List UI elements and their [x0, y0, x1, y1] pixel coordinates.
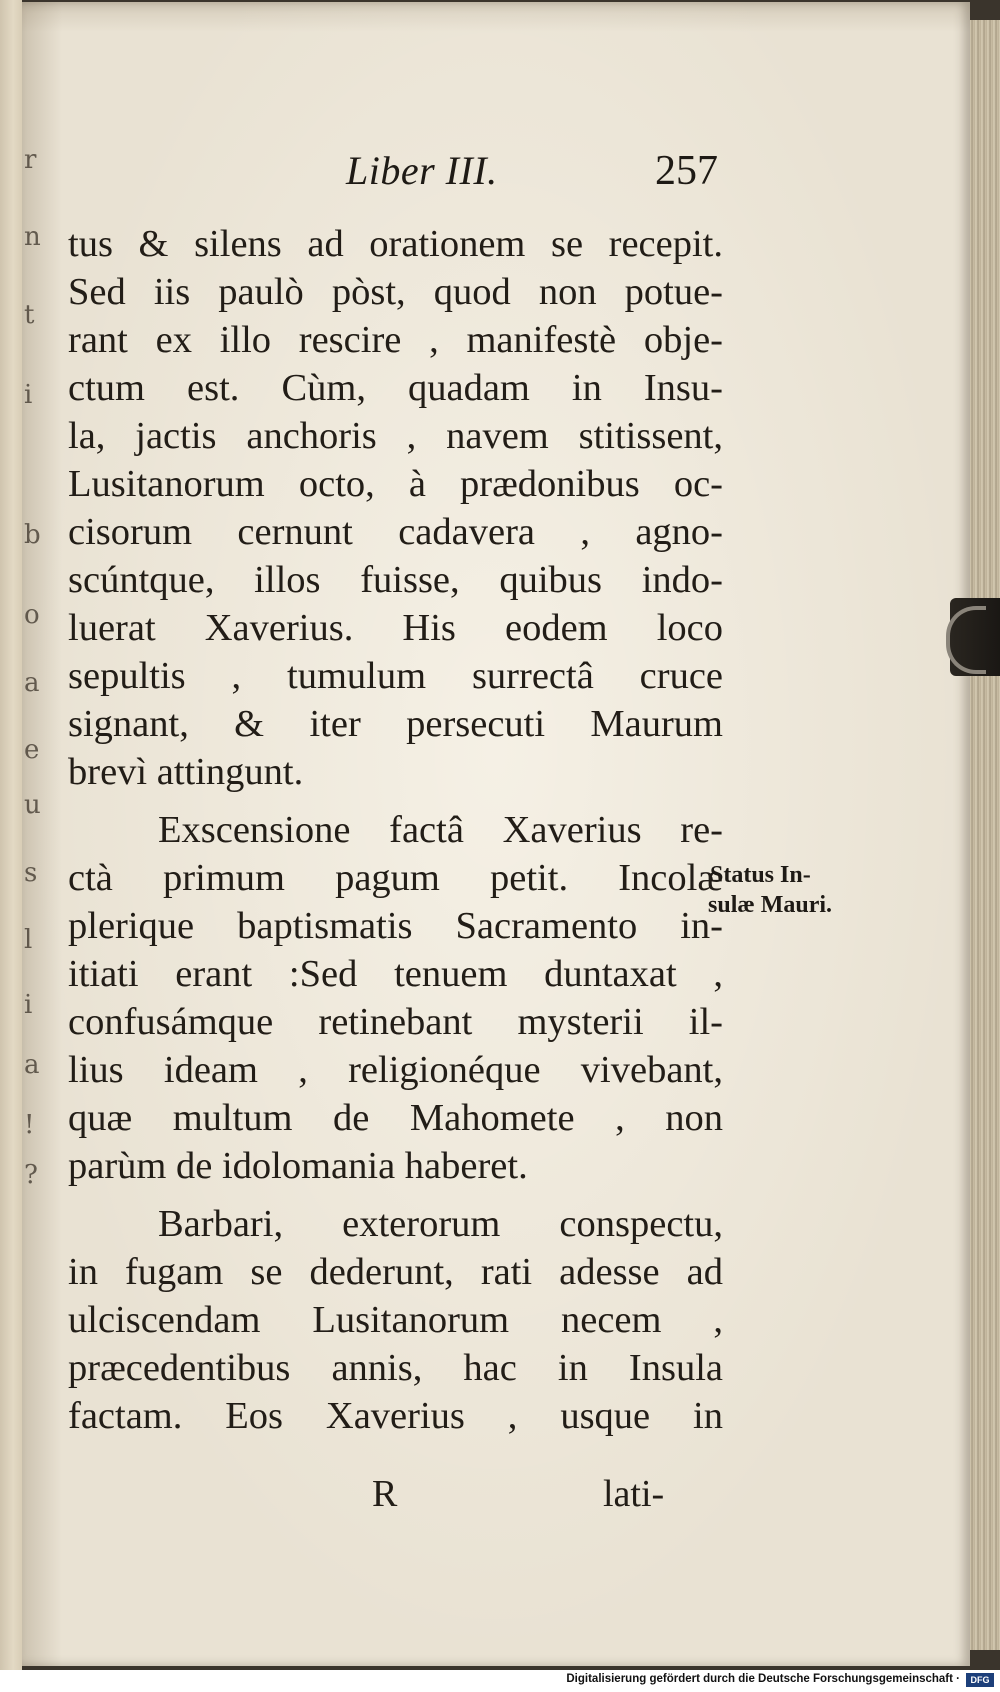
text-line: Lusitanorum octo, à prædonibus oc-: [68, 463, 723, 505]
text-line: signant, & iter persecuti Maurum: [68, 703, 723, 745]
text-line: factam. Eos Xaverius , usque in: [68, 1395, 723, 1437]
marginal-note-line-2: sulæ Mauri.: [708, 892, 833, 918]
marginal-note-line-1: Status In-: [710, 862, 811, 888]
text-line: itiati erant :Sed tenuem duntaxat ,: [68, 953, 723, 995]
book-page: [22, 2, 970, 1666]
text-line: rant ex illo rescire , manifestè obje-: [68, 319, 723, 361]
gutter-bleed-mark: b: [24, 520, 41, 550]
gutter-bleed-mark: e: [24, 735, 40, 765]
gutter-bleed-mark: u: [24, 790, 41, 820]
text-line: ctum est. Cùm, quadam in Insu-: [68, 367, 723, 409]
text-line: Exscensione factâ Xaverius re-: [158, 809, 723, 851]
signature-mark: R: [372, 1473, 398, 1515]
previous-page-edge: [0, 0, 22, 1670]
text-line: lius ideam , religionéque vivebant,: [68, 1049, 723, 1091]
running-title: Liber III.: [346, 148, 498, 193]
gutter-bleed-mark: a: [24, 668, 40, 698]
gutter-bleed-mark: !: [24, 1110, 35, 1140]
text-line: Barbari, exterorum conspectu,: [158, 1203, 723, 1245]
dfg-logo-icon: DFG: [966, 1673, 994, 1687]
gutter-bleed-mark: t: [24, 300, 35, 330]
page-number: 257: [655, 148, 718, 194]
text-line: ctà primum pagum petit. Incolæ: [68, 857, 723, 899]
text-line: confusámque retinebant mysterii il-: [68, 1001, 723, 1043]
gutter-bleed-mark: ?: [24, 1160, 38, 1190]
text-line: parùm de idolomania haberet.: [68, 1145, 528, 1187]
text-line: brevì attingunt.: [68, 751, 304, 793]
text-line: tus & silens ad orationem se recepit.: [68, 223, 723, 265]
gutter-bleed-mark: i: [24, 990, 33, 1020]
text-line: cisorum cernunt cadavera , agno-: [68, 511, 723, 553]
page-block-edge: [968, 20, 1000, 1650]
text-line: in fugam se dederunt, rati adesse ad: [68, 1251, 723, 1293]
text-line: sepultis , tumulum surrectâ cruce: [68, 655, 723, 697]
gutter-bleed-mark: o: [24, 600, 40, 630]
catchword: lati-: [603, 1473, 665, 1515]
gutter-bleed-mark: l: [24, 925, 33, 955]
gutter-bleed-mark: s: [24, 858, 38, 888]
gutter-bleed-mark: a: [24, 1050, 40, 1080]
text-line: la, jactis anchoris , navem stitissent,: [68, 415, 723, 457]
text-line: quæ multum de Mahomete , non: [68, 1097, 723, 1139]
text-line: scúntque, illos fuisse, quibus indo-: [68, 559, 723, 601]
text-line: præcedentibus annis, hac in Insula: [68, 1347, 723, 1389]
text-line: luerat Xaverius. His eodem loco: [68, 607, 723, 649]
text-line: ulciscendam Lusitanorum necem ,: [68, 1299, 723, 1341]
text-line: Sed iis paulò pòst, quod non potue-: [68, 271, 723, 313]
gutter-bleed-mark: i: [24, 380, 33, 410]
gutter-bleed-mark: n: [24, 222, 41, 252]
gutter-bleed-mark: r: [24, 145, 37, 175]
text-line: plerique baptismatis Sacramento in-: [68, 905, 723, 947]
funding-credit: Digitalisierung gefördert durch die Deutsche Forschungsgemeinschaft ·: [566, 1673, 960, 1685]
